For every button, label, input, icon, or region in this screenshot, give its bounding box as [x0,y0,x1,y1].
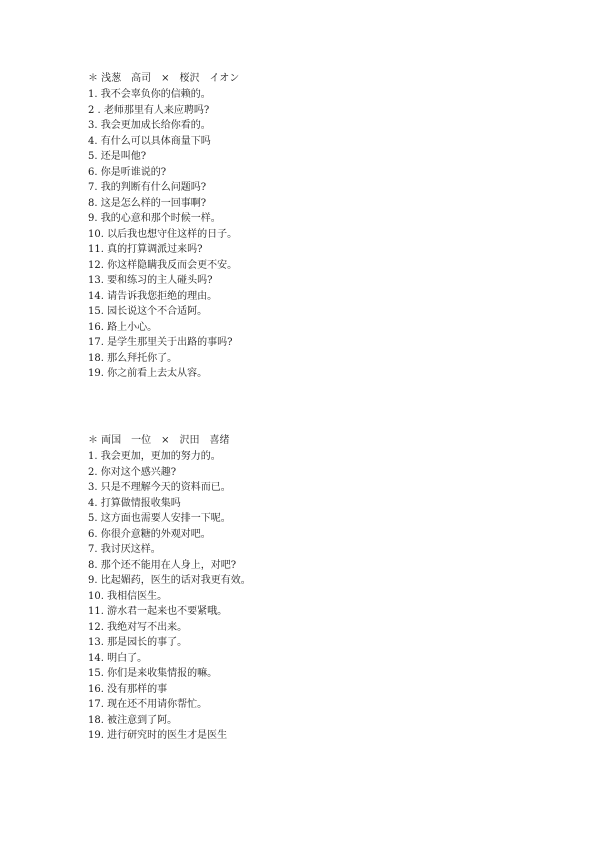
dialogue-line: 14. 明白了。 [88,652,148,664]
section-ryougoku-sawada [88,433,528,744]
dialogue-line: 10. 我相信医生。 [88,590,168,602]
dialogue-line: 18. 被注意到了阿。 [88,714,178,726]
dialogue-line: 7. 我讨厌这样。 [88,544,161,555]
dialogue-line: 8. 那个还不能用在人身上，对吧? [88,559,237,571]
dialogue-line: 6. 你是听谁说的? [88,166,167,178]
dialogue-line: 8. 这是怎么样的一回事啊? [88,197,207,209]
dialogue-line: 6. 你很介意糖的外观对吧。 [88,528,211,540]
dialogue-line: 9. 我的心意和那个时候一样。 [88,213,221,224]
dialogue-line: 3. 只是不理解今天的资料而已。 [88,482,231,493]
dialogue-line: 15. 你们是来收集情报的嘛。 [88,668,218,679]
dialogue-line: 14. 请告诉我您拒绝的理由。 [88,290,218,302]
dialogue-line: 10. 以后我也想守住这样的日子。 [88,228,238,240]
dialogue-line: 19. 进行研究时的医生才是医生 [88,730,228,741]
dialogue-line: 5. 还是叫他? [88,151,147,162]
dialogue-line: 5. 这方面也需要人安排一下呢。 [88,513,231,524]
dialogue-line: 9. 比起媚药，医生的话对我更有效。 [88,575,251,586]
dialogue-line: 11. 游水君一起来也不要紧哦。 [88,606,228,617]
dialogue-line: 2 . 老师那里有人来应聘吗? [88,104,210,116]
dialogue-line: 12. 你这样隐瞒我反而会更不安。 [88,259,238,271]
dialogue-line: 18. 那么拜托你了。 [88,352,178,364]
section-heading: ＊ 浅葱 高司 × 桜沢 イオン [88,73,240,84]
dialogue-line: 11. 真的打算调派过来吗? [88,244,203,255]
dialogue-line: 16. 没有那样的事 [88,683,168,695]
dialogue-line: 7. 我的判断有什么问题吗? [88,182,207,193]
dialogue-list [88,87,528,382]
dialogue-line: 16. 路上小心。 [88,321,158,333]
dialogue-line: 4. 打算做情报收集吗 [88,497,181,509]
dialogue-line: 3. 我会更加成长给你看的。 [88,120,211,131]
dialogue-line: 17. 是学生那里关于出路的事吗? [88,337,233,348]
section-asagi-sakurasawa [88,71,528,382]
dialogue-line: 15. 园长说这个不合适阿。 [88,306,208,317]
dialogue-line: 4. 有什么可以具体商量下吗 [88,135,211,147]
dialogue-line: 2. 你对这个感兴趣? [88,466,177,478]
dialogue-line: 12. 我绝对写不出来。 [88,621,188,633]
dialogue-line: 19. 你之前看上去太从容。 [88,368,208,379]
dialogue-line: 1. 我不会辜负你的信赖的。 [88,89,211,100]
dialogue-line: 13. 那是园长的事了。 [88,637,188,648]
dialogue-line: 17. 现在还不用请你帮忙。 [88,699,208,710]
section-heading: ＊ 両国 一位 × 沢田 喜绪 [88,435,230,446]
dialogue-line: 13. 要和练习的主人碰头吗? [88,275,213,286]
dialogue-line: 1. 我会更加，更加的努力的。 [88,451,221,462]
dialogue-list [88,449,528,744]
